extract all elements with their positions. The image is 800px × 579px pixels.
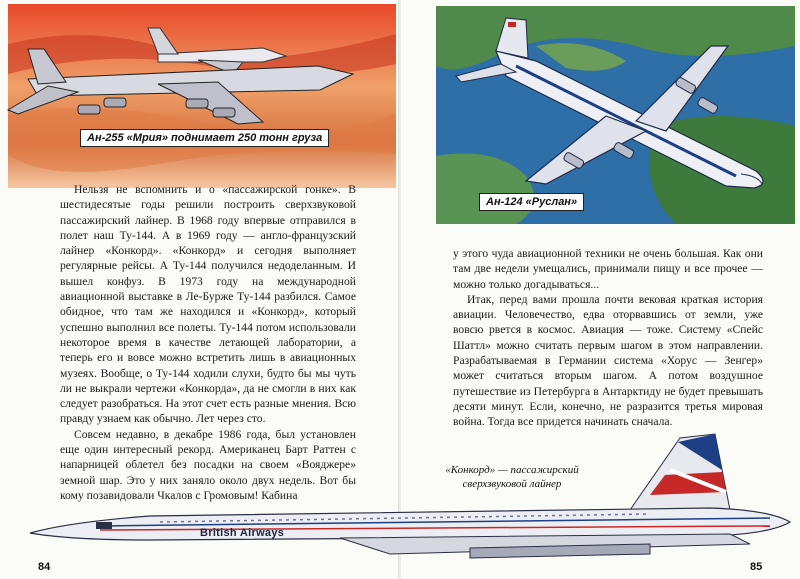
left-paragraph-1: Нельзя не вспомнить и о «пассажирской гонке». В шестидесятые годы решили построить сверхзвуковой пассажирский лайнер. В 1968 году впервые отправился в полет наш Ту-144. А в 1969 году — англо-французский лайнер «Конкорд». «Конкорд» и сегодня выполняет регулярные рейсы. А Ту-144 получился недоделанным. И вышел конфуз. В 1973 году на международной авиационной выставке в Ле-Бурже Ту-144 разбился. Самое обидное, что там же находился и «Конкорд», который успешно выполнил все полеты. Ту-144 потом использовали некоторое время в качестве летающей лаборатории, а теперь его и вовсе можно встретить лишь в авиационных музеях. Вообще, о Ту-144 ходили слухи, будто бы мы чуть ли не выкрали чертежи «Конкорда», да не смогли в них как следует разобраться. На этот счет есть разные мнения. Всю правду узнаем как обычно. Лет через сто.	[60, 183, 356, 426]
right-paragraph-1: у этого чуда авиационной техники не очень большая. Как они там две недели умещались, принимали пищу и все прочее — можно только догадываться...	[453, 247, 763, 291]
right-paragraph-2: Итак, перед вами прошла почти вековая краткая история авиации. Человечество, едва оторвавшись от земли, уже вовсю рвется в космос. Авиация — тоже. Систему «Спейс Шаттл» можно считать первым шагом в этом направлении. Разрабатываемая в Германии система «Хорус — Зенгер» может считаться вторым шагом. А потом воздушное путешествие из Петербурга в Антарктиду не будет превышать десяти минут. Если, конечно, не разразится третья мировая война. Тогда все придется начинать сначала.	[453, 292, 763, 429]
concorde-illustration	[10, 430, 796, 570]
an225-illustration	[8, 4, 396, 188]
concorde-livery-text: British Airways	[200, 527, 285, 539]
concorde-caption-line2: сверхзвуковой лайнер	[462, 478, 562, 490]
an225-caption: Ан-255 «Мрия» поднимает 250 тонн груза	[80, 129, 329, 147]
page-number-right: 85	[750, 561, 763, 573]
left-paragraph-2: Совсем недавно, в декабре 1986 года, был установлен еще один интересный рекорд. Американец Барт Раттен с напарницей облетел без посадки на своем «Вояджере» земной шар. Это у них заняло около двух недель. Вот бы кому позавидовали Чкалов с Громовым! Кабина	[60, 427, 356, 502]
page-number-left: 84	[38, 561, 51, 573]
right-page-text	[453, 246, 763, 446]
concorde-caption-line1: «Конкорд» — пассажирский	[445, 464, 579, 476]
an124-illustration	[436, 6, 795, 224]
an124-caption: Ан-124 «Руслан»	[479, 193, 584, 211]
